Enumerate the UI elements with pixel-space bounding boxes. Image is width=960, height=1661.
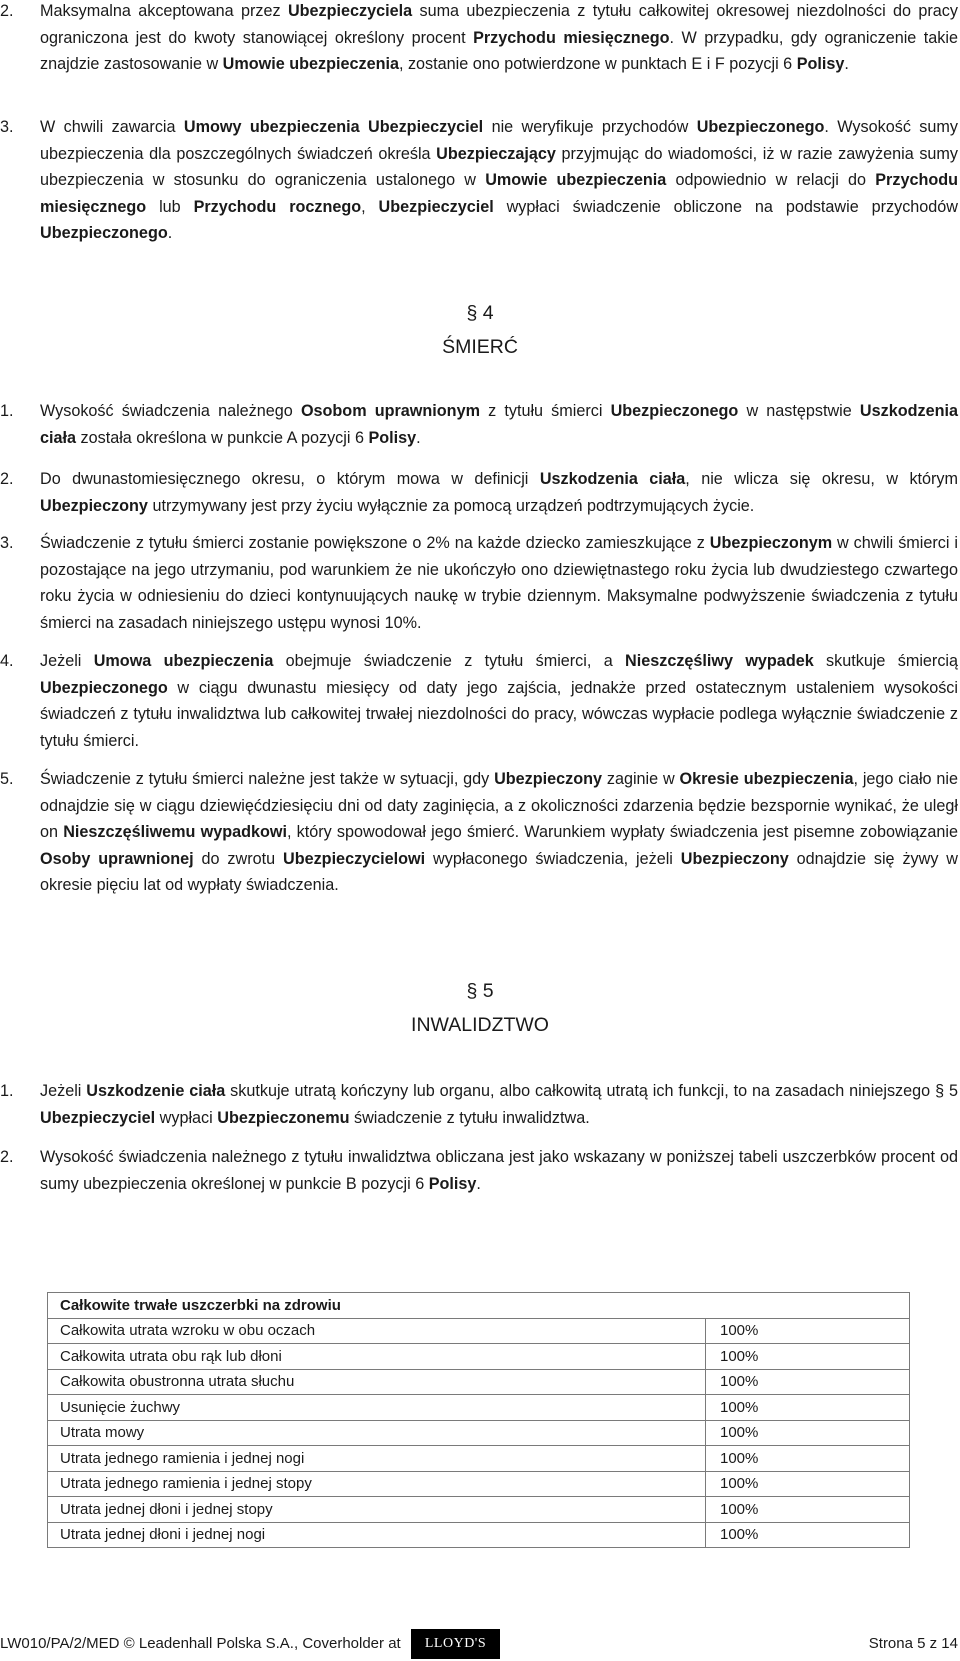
text-run: wypłaci [155, 1108, 218, 1127]
section-4-item-2 [0, 466, 958, 519]
section-4-title: ŚMIERĆ [442, 336, 518, 358]
page-number: Strona 5 z 14 [868, 1635, 958, 1652]
text-run: Wysokość świadczenia należnego z tytułu inwalidztwa obliczana jest jako wskazany w poniższej tabeli uszczerbków procent od sumy ubezpieczenia określonej w punkcie B pozycji 6 [40, 1148, 958, 1193]
text-run: , [361, 197, 379, 216]
injury-percent: 100% [706, 1446, 910, 1472]
section-5-item-1 [0, 1078, 958, 1131]
defined-term: Ubezpieczonego [696, 118, 825, 136]
intro-item-2 [0, 0, 958, 78]
injury-label: Całkowita utrata wzroku w obu oczach [48, 1318, 706, 1344]
text-run: . Wysokość sumy ubezpieczenia dla poszczególnych świadczeń określa [40, 118, 958, 163]
text-run: w ciągu dwunastu miesięcy od daty jego zajścia, jednakże przed ostatecznym ustaleniem wysokości świadczeń z tytułu inwalidztwa lub całkowitej trwałej niezdolności do pracy, wówczas wypłacie podlega wyłącznie świadczenie z tytułu śmierci. [40, 678, 958, 750]
injury-percent: 100% [706, 1420, 910, 1446]
table-header: Całkowite trwałe uszczerbki na zdrowiu [48, 1293, 910, 1319]
text-run: utrzymywany jest przy życiu wyłącznie za pomocą urządzeń podtrzymujących życie. [147, 496, 755, 515]
item-text [40, 648, 958, 754]
defined-term: Przychodu miesięcznego [473, 28, 670, 47]
injury-label: Utrata jednej dłoni i jednej stopy [48, 1497, 706, 1523]
text-run: odnajdzie się żywy w okresie pięciu lat od wypłaty świadczenia. [40, 849, 959, 894]
text-run: w następstwie [738, 402, 860, 420]
item-number: 2. [0, 2, 14, 20]
text-run: Maksymalna akceptowana przez [40, 2, 288, 20]
text-run: lub [146, 197, 194, 216]
item-text [40, 530, 958, 636]
item-text [40, 114, 958, 247]
item-text [40, 1078, 958, 1131]
item-text [40, 0, 958, 78]
table-body [48, 1318, 910, 1548]
injury-percent: 100% [706, 1522, 910, 1548]
item-text [40, 466, 958, 519]
text-run: . W przypadku, gdy ograniczenie takie znajdzie zastosowanie w [40, 28, 958, 73]
injury-label: Całkowita obustronna utrata słuchu [48, 1369, 706, 1395]
item-number: 5. [0, 770, 14, 788]
injury-percent: 100% [706, 1369, 910, 1395]
table-row [48, 1522, 910, 1548]
section-4-item-5 [0, 766, 958, 899]
text-run: Świadczenie z tytułu śmierci należne jest także w sytuacji, gdy [40, 770, 495, 788]
disability-table [47, 1292, 910, 1548]
intro-item-3 [0, 114, 958, 247]
text-run: Jeżeli [40, 1082, 87, 1100]
text-run: . [416, 428, 421, 447]
table-row [48, 1369, 910, 1395]
text-run: . [476, 1174, 481, 1193]
defined-term: Ubezpieczyciel [40, 1108, 156, 1127]
lloyds-logo: LLOYD'S [411, 1629, 500, 1659]
injury-label: Utrata jednej dłoni i jednej nogi [48, 1522, 706, 1548]
item-number: 4. [0, 652, 14, 670]
text-run: . [844, 55, 849, 73]
injury-label: Całkowita utrata obu rąk lub dłoni [48, 1344, 706, 1370]
text-run: . [167, 224, 173, 242]
text-run: została określona w punkcie A pozycji 6 [76, 428, 369, 447]
text-run: , nie wlicza się okresu, w którym [685, 470, 959, 488]
defined-term: Umowa ubezpieczenia [93, 652, 274, 670]
text-run: wypłaconego świadczenia, jeżeli [425, 849, 681, 868]
text-run: do zwrotu [193, 849, 283, 868]
text-run: , jego ciało nie odnajdzie się w ciągu dziewięćdziesięciu dni od daty zaginięcia, a z okoliczności zdarzenia będzie bezspornie wynikać, że uległ on [40, 770, 958, 841]
injury-percent: 100% [706, 1344, 910, 1370]
text-run: skutkuje śmiercią [813, 652, 959, 670]
text-run: przyjmując do wiadomości, iż w razie zawyżenia sumy ubezpieczenia w stosunku do ograniczenia ustalonego w [40, 144, 958, 189]
section-5-title: INWALIDZTWO [411, 1014, 549, 1036]
defined-term: Uszkodzenie ciała [86, 1082, 226, 1100]
defined-term: Przychodu miesięcznego [40, 171, 958, 216]
item-text [40, 1144, 958, 1197]
defined-term: Ubezpieczycielowi [283, 849, 426, 868]
injury-percent: 100% [706, 1471, 910, 1497]
text-run: świadczenie z tytułu inwalidztwa. [349, 1108, 590, 1127]
defined-term: Nieszczęśliwy wypadek [625, 652, 814, 670]
defined-term: Ubezpieczyciel [378, 197, 494, 216]
text-run: suma ubezpieczenia z tytułu całkowitej okresowej niezdolności do pracy ograniczona jest do kwoty stanowiącej określony procent [40, 2, 958, 47]
item-number: 3. [0, 118, 14, 136]
defined-term: Ubezpieczony [40, 496, 148, 515]
injury-percent: 100% [706, 1497, 910, 1523]
text-run: wypłaci świadczenie obliczone na podstawie przychodów [493, 197, 958, 216]
item-number: 3. [0, 534, 14, 552]
defined-term: Polisy [428, 1174, 477, 1193]
injury-label: Utrata mowy [48, 1420, 706, 1446]
defined-term: Okresie ubezpieczenia [679, 770, 854, 788]
defined-term: Ubezpieczonego [610, 402, 739, 420]
item-number: 1. [0, 402, 14, 420]
table-header-row [48, 1293, 910, 1319]
table-row [48, 1471, 910, 1497]
defined-term: Ubezpieczonego [40, 224, 168, 242]
footer-document-code: LW010/PA/2/MED © Leadenhall Polska S.A., Coverholder at [0, 1635, 401, 1652]
defined-term: Umowie ubezpieczenia [485, 171, 667, 189]
table-row [48, 1497, 910, 1523]
item-text [40, 398, 958, 451]
defined-term: Osoby uprawnionej [40, 849, 194, 868]
section-4-item-3 [0, 530, 958, 636]
text-run: Świadczenie z tytułu śmierci zostanie powiększone o 2% na każde dziecko zamieszkujące z [40, 534, 710, 552]
defined-term: Ubezpieczonym [709, 534, 833, 552]
defined-term: Polisy [368, 428, 417, 447]
section-4-item-1 [0, 398, 958, 451]
text-run: , który spowodował jego śmierć. Warunkiem wypłaty świadczenia jest pisemne zobowiązanie [286, 823, 959, 841]
item-text [40, 766, 958, 899]
text-run: obejmuje świadczenie z tytułu śmierci, a [273, 652, 626, 670]
defined-term: Ubezpieczony [680, 849, 789, 868]
text-run: Wysokość świadczenia należnego [40, 402, 301, 420]
text-run: , zostanie ono potwierdzone w punktach E i F pozycji 6 [398, 55, 797, 73]
table-row [48, 1420, 910, 1446]
defined-term: Osobom uprawnionym [300, 402, 480, 420]
defined-term: Uszkodzenia ciała [40, 402, 958, 447]
injury-label: Utrata jednego ramienia i jednej nogi [48, 1446, 706, 1472]
injury-label: Usunięcie żuchwy [48, 1395, 706, 1421]
table-row [48, 1344, 910, 1370]
footer-left [0, 1628, 500, 1660]
text-run: zaginie w [602, 770, 680, 788]
defined-term: Uszkodzenia ciała [539, 470, 686, 488]
section-5-number: § 5 [466, 980, 494, 1002]
defined-term: Przychodu rocznego [193, 197, 362, 216]
defined-term: Umowie ubezpieczenia [222, 55, 399, 73]
text-run: w chwili śmierci i pozostające na jego utrzymaniu, pod warunkiem że nie ukończyło ono dziewiętnastego roku życia lub dwudziestego czwartego roku życia w odniesieniu do dzieci kontynuujących naukę w trybie dziennym. Maksymalne podwyższenie świadczenia z tytułu śmierci na zasadach niniejszego ustępu wynosi 10%. [40, 534, 958, 632]
text-run: W chwili zawarcia [40, 118, 184, 136]
page-footer [0, 1628, 960, 1660]
text-run: odpowiednio w relacji do [666, 171, 876, 189]
injury-label: Utrata jednego ramienia i jednej stopy [48, 1471, 706, 1497]
item-number: 2. [0, 470, 14, 488]
defined-term: Ubezpieczający [436, 144, 556, 163]
item-number: 2. [0, 1148, 14, 1166]
injury-percent: 100% [706, 1318, 910, 1344]
defined-term: Umowy ubezpieczenia Ubezpieczyciel [183, 118, 484, 136]
section-5-item-2 [0, 1144, 958, 1197]
text-run: Jeżeli [40, 652, 94, 670]
defined-term: Ubezpieczyciela [287, 2, 413, 20]
defined-term: Ubezpieczonego [40, 678, 168, 697]
defined-term: Ubezpieczony [494, 770, 603, 788]
section-4-item-4 [0, 648, 958, 754]
section-4-number: § 4 [466, 302, 494, 324]
text-run: skutkuje utratą kończyny lub organu, albo całkowitą utratą ich funkcji, to na zasadach niniejszego § 5 [225, 1082, 958, 1100]
table-row [48, 1395, 910, 1421]
item-number: 1. [0, 1082, 14, 1100]
text-run: z tytułu śmierci [479, 402, 611, 420]
defined-term: Polisy [796, 55, 845, 73]
injury-percent: 100% [706, 1395, 910, 1421]
table-row [48, 1318, 910, 1344]
text-run: nie weryfikuje przychodów [483, 118, 697, 136]
table-row [48, 1446, 910, 1472]
defined-term: Ubezpieczonemu [217, 1108, 350, 1127]
defined-term: Nieszczęśliwemu wypadkowi [63, 823, 287, 841]
text-run: Do dwunastomiesięcznego okresu, o którym mowa w definicji [40, 470, 540, 488]
